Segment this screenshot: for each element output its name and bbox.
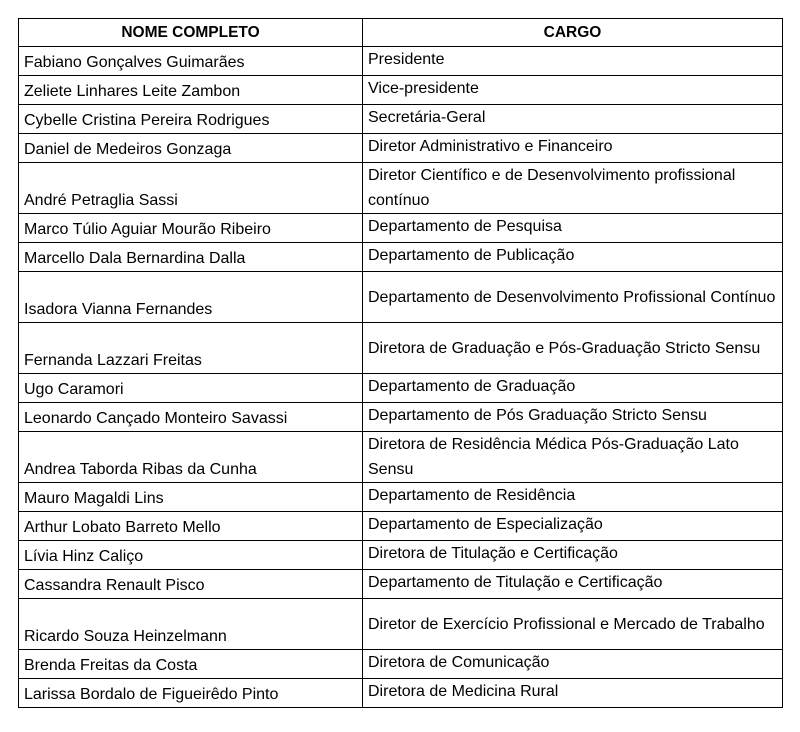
cell-nome: Cybelle Cristina Pereira Rodrigues [19, 105, 363, 134]
cell-cargo: Secretária-Geral [363, 105, 783, 134]
table-row [19, 599, 783, 650]
table-row [19, 323, 783, 374]
cell-nome: Fabiano Gonçalves Guimarães [19, 47, 363, 76]
cell-cargo: Departamento de Graduação [363, 374, 783, 403]
cell-cargo: Diretor Administrativo e Financeiro [363, 134, 783, 163]
table-row [19, 432, 783, 483]
cell-nome: André Petraglia Sassi [19, 163, 363, 214]
cell-nome: Marco Túlio Aguiar Mourão Ribeiro [19, 214, 363, 243]
cell-cargo: Diretora de Titulação e Certificação [363, 541, 783, 570]
cell-nome: Arthur Lobato Barreto Mello [19, 512, 363, 541]
table-row [19, 374, 783, 403]
cell-nome: Isadora Vianna Fernandes [19, 272, 363, 323]
cell-nome: Andrea Taborda Ribas da Cunha [19, 432, 363, 483]
table-body [19, 47, 783, 708]
cell-nome: Larissa Bordalo de Figueirêdo Pinto [19, 679, 363, 708]
table-row [19, 272, 783, 323]
cell-cargo: Presidente [363, 47, 783, 76]
cell-cargo: Diretor Científico e de Desenvolvimento profissional contínuo [363, 163, 783, 214]
cell-cargo: Departamento de Especialização [363, 512, 783, 541]
table-row [19, 650, 783, 679]
cell-nome: Ricardo Souza Heinzelmann [19, 599, 363, 650]
table-row [19, 541, 783, 570]
cell-cargo: Departamento de Publicação [363, 243, 783, 272]
table-row [19, 47, 783, 76]
cell-nome: Brenda Freitas da Costa [19, 650, 363, 679]
table-row [19, 679, 783, 708]
cell-nome: Daniel de Medeiros Gonzaga [19, 134, 363, 163]
header-cargo: CARGO [363, 19, 783, 47]
cell-cargo: Departamento de Desenvolvimento Profissional Contínuo [363, 272, 783, 323]
cell-cargo: Diretora de Graduação e Pós-Graduação Stricto Sensu [363, 323, 783, 374]
cell-nome: Lívia Hinz Caliço [19, 541, 363, 570]
table-row [19, 214, 783, 243]
cell-cargo: Vice-presidente [363, 76, 783, 105]
table-row [19, 483, 783, 512]
table-row [19, 512, 783, 541]
table-row [19, 243, 783, 272]
members-table [18, 18, 783, 708]
cell-nome: Fernanda Lazzari Freitas [19, 323, 363, 374]
cell-cargo: Diretora de Comunicação [363, 650, 783, 679]
cell-cargo: Diretora de Medicina Rural [363, 679, 783, 708]
table-row [19, 570, 783, 599]
cell-nome: Mauro Magaldi Lins [19, 483, 363, 512]
table-row [19, 163, 783, 214]
header-row [19, 19, 783, 47]
cell-cargo: Departamento de Pós Graduação Stricto Sensu [363, 403, 783, 432]
cell-nome: Cassandra Renault Pisco [19, 570, 363, 599]
table-row [19, 403, 783, 432]
cell-nome: Ugo Caramori [19, 374, 363, 403]
cell-cargo: Departamento de Residência [363, 483, 783, 512]
table-row [19, 105, 783, 134]
table-row [19, 76, 783, 105]
cell-nome: Zeliete Linhares Leite Zambon [19, 76, 363, 105]
cell-cargo: Departamento de Pesquisa [363, 214, 783, 243]
cell-cargo: Departamento de Titulação e Certificação [363, 570, 783, 599]
cell-nome: Marcello Dala Bernardina Dalla [19, 243, 363, 272]
cell-cargo: Diretor de Exercício Profissional e Mercado de Trabalho [363, 599, 783, 650]
cell-nome: Leonardo Cançado Monteiro Savassi [19, 403, 363, 432]
table-row [19, 134, 783, 163]
header-nome-completo: NOME COMPLETO [19, 19, 363, 47]
cell-cargo: Diretora de Residência Médica Pós-Graduação Lato Sensu [363, 432, 783, 483]
